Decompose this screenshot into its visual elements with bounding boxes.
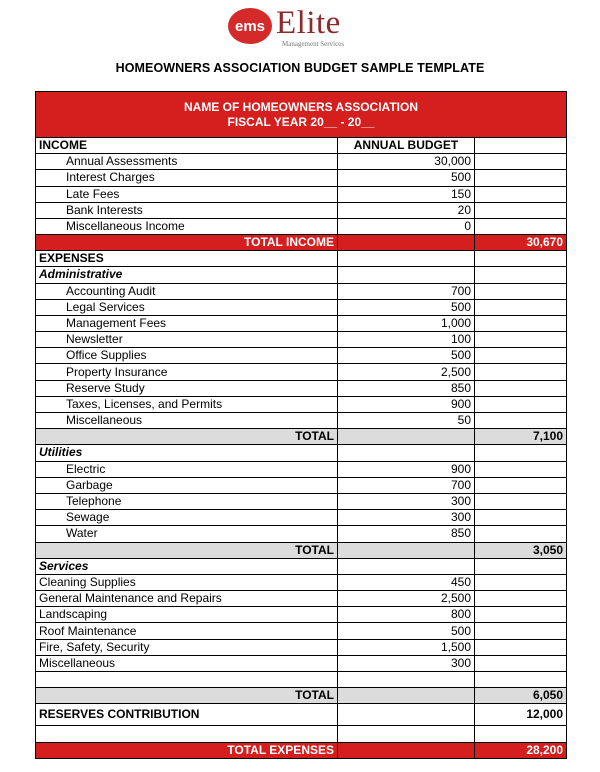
line-item-label: Office Supplies [36,348,338,364]
empty-cell [475,558,567,574]
category-total-value: 6,050 [475,688,567,704]
category-total-row [36,542,567,558]
line-item-label: Management Fees [36,315,338,331]
annual-budget-heading: ANNUAL BUDGET [338,138,475,154]
line-item-label: Miscellaneous [36,655,338,671]
empty-cell [475,138,567,154]
expenses-heading-row [36,251,567,267]
expenses-heading: EXPENSES [36,251,338,267]
empty-cell [338,672,475,688]
budget-value: 900 [338,396,475,412]
category-total-value: 7,100 [475,429,567,445]
line-item-label: Roof Maintenance [36,623,338,639]
empty-cell [475,413,567,429]
income-heading-row [36,138,567,154]
budget-value: 1,500 [338,639,475,655]
budget-value: 2,500 [338,591,475,607]
income-row [36,186,567,202]
budget-value: 300 [338,493,475,509]
empty-cell [475,348,567,364]
empty-cell [475,283,567,299]
line-item-label: Landscaping [36,607,338,623]
budget-value: 500 [338,348,475,364]
line-item-label: General Maintenance and Repairs [36,591,338,607]
budget-value: 500 [338,170,475,186]
empty-cell [338,688,475,704]
expense-category-name: Services [36,558,338,574]
expense-row [36,332,567,348]
empty-cell [475,477,567,493]
empty-cell [475,332,567,348]
line-item-label: Miscellaneous Income [36,218,338,234]
expense-row [36,574,567,590]
expense-category-name: Administrative [36,267,338,283]
line-item-label: Garbage [36,477,338,493]
empty-cell [475,396,567,412]
budget-value: 850 [338,380,475,396]
expense-row [36,510,567,526]
empty-cell [338,429,475,445]
budget-value: 20 [338,202,475,218]
income-row [36,202,567,218]
reserves-value: 12,000 [475,704,567,726]
line-item-label: Sewage [36,510,338,526]
expense-row [36,591,567,607]
total-expenses-label: TOTAL EXPENSES [36,742,338,758]
budget-value: 700 [338,283,475,299]
category-total-label: TOTAL [36,542,338,558]
association-header-row [36,92,567,138]
budget-value: 500 [338,299,475,315]
budget-value: 30,000 [338,154,475,170]
budget-value: 900 [338,461,475,477]
expense-category-row [36,267,567,283]
empty-cell [475,623,567,639]
logo-badge: ems [228,8,272,44]
income-row [36,218,567,234]
budget-table [35,91,567,759]
line-item-label: Electric [36,461,338,477]
expense-row [36,315,567,331]
expense-row [36,413,567,429]
budget-value: 450 [338,574,475,590]
category-total-row [36,429,567,445]
empty-cell [475,186,567,202]
spacer-row [36,672,567,688]
expense-category-row [36,558,567,574]
empty-cell [338,558,475,574]
empty-cell [475,672,567,688]
expense-row [36,348,567,364]
line-item-label: Property Insurance [36,364,338,380]
empty-cell [475,726,567,742]
expense-row [36,623,567,639]
total-income-value: 30,670 [475,235,567,251]
line-item-label: Water [36,526,338,542]
empty-cell [475,591,567,607]
line-item-label: Reserve Study [36,380,338,396]
budget-value: 850 [338,526,475,542]
fiscal-year: FISCAL YEAR 20__ - 20__ [227,114,375,129]
empty-cell [338,704,475,726]
total-expenses-value: 28,200 [475,742,567,758]
empty-cell [338,235,475,251]
expense-row [36,283,567,299]
expense-row [36,477,567,493]
empty-cell [475,315,567,331]
line-item-label: Newsletter [36,332,338,348]
category-total-row [36,688,567,704]
empty-cell [475,170,567,186]
company-logo [228,4,368,48]
line-item-label: Bank Interests [36,202,338,218]
empty-cell [475,493,567,509]
empty-cell [475,218,567,234]
category-total-label: TOTAL [36,688,338,704]
empty-cell [338,726,475,742]
budget-value: 1,000 [338,315,475,331]
reserves-row [36,704,567,726]
logo-wordmark: Elite [276,5,341,41]
expense-row [36,396,567,412]
total-income-row [36,235,567,251]
budget-value: 500 [338,623,475,639]
empty-cell [475,655,567,671]
total-income-label: TOTAL INCOME [36,235,338,251]
budget-value: 50 [338,413,475,429]
budget-value: 150 [338,186,475,202]
spacer-row [36,726,567,742]
income-row [36,154,567,170]
empty-cell [475,445,567,461]
budget-value: 2,500 [338,364,475,380]
empty-cell [338,251,475,267]
expense-category-row [36,445,567,461]
empty-cell [338,267,475,283]
expense-row [36,607,567,623]
income-row [36,170,567,186]
expense-row [36,526,567,542]
logo-tagline: Management Services [282,40,345,48]
line-item-label: Interest Charges [36,170,338,186]
expense-row [36,493,567,509]
reserves-label: RESERVES CONTRIBUTION [36,704,338,726]
empty-cell [475,461,567,477]
line-item-label: Annual Assessments [36,154,338,170]
empty-cell [475,574,567,590]
empty-cell [36,726,338,742]
line-item-label: Cleaning Supplies [36,574,338,590]
empty-cell [475,364,567,380]
line-item-label: Taxes, Licenses, and Permits [36,396,338,412]
budget-value: 300 [338,655,475,671]
empty-cell [338,445,475,461]
line-item-label: Telephone [36,493,338,509]
expense-row [36,639,567,655]
budget-value: 300 [338,510,475,526]
empty-cell [338,742,475,758]
empty-cell [475,607,567,623]
association-header [36,92,567,138]
line-item-label: Late Fees [36,186,338,202]
expense-row [36,364,567,380]
expense-row [36,380,567,396]
expense-row [36,299,567,315]
line-item-label: Fire, Safety, Security [36,639,338,655]
budget-value: 800 [338,607,475,623]
empty-cell [475,267,567,283]
empty-cell [475,299,567,315]
empty-cell [338,542,475,558]
empty-cell [475,154,567,170]
expense-category-name: Utilities [36,445,338,461]
empty-cell [475,251,567,267]
empty-cell [475,380,567,396]
empty-cell [36,672,338,688]
category-total-value: 3,050 [475,542,567,558]
line-item-label: Accounting Audit [36,283,338,299]
expense-row [36,655,567,671]
empty-cell [475,202,567,218]
empty-cell [475,526,567,542]
total-expenses-row [36,742,567,758]
budget-value: 700 [338,477,475,493]
line-item-label: Legal Services [36,299,338,315]
budget-value: 100 [338,332,475,348]
empty-cell [475,639,567,655]
empty-cell [475,510,567,526]
line-item-label: Miscellaneous [36,413,338,429]
expense-row [36,461,567,477]
budget-value: 0 [338,218,475,234]
income-heading: INCOME [36,138,338,154]
category-total-label: TOTAL [36,429,338,445]
document-title: HOMEOWNERS ASSOCIATION BUDGET SAMPLE TEMPLATE [115,61,485,75]
association-name: NAME OF HOMEOWNERS ASSOCIATION [184,99,418,114]
